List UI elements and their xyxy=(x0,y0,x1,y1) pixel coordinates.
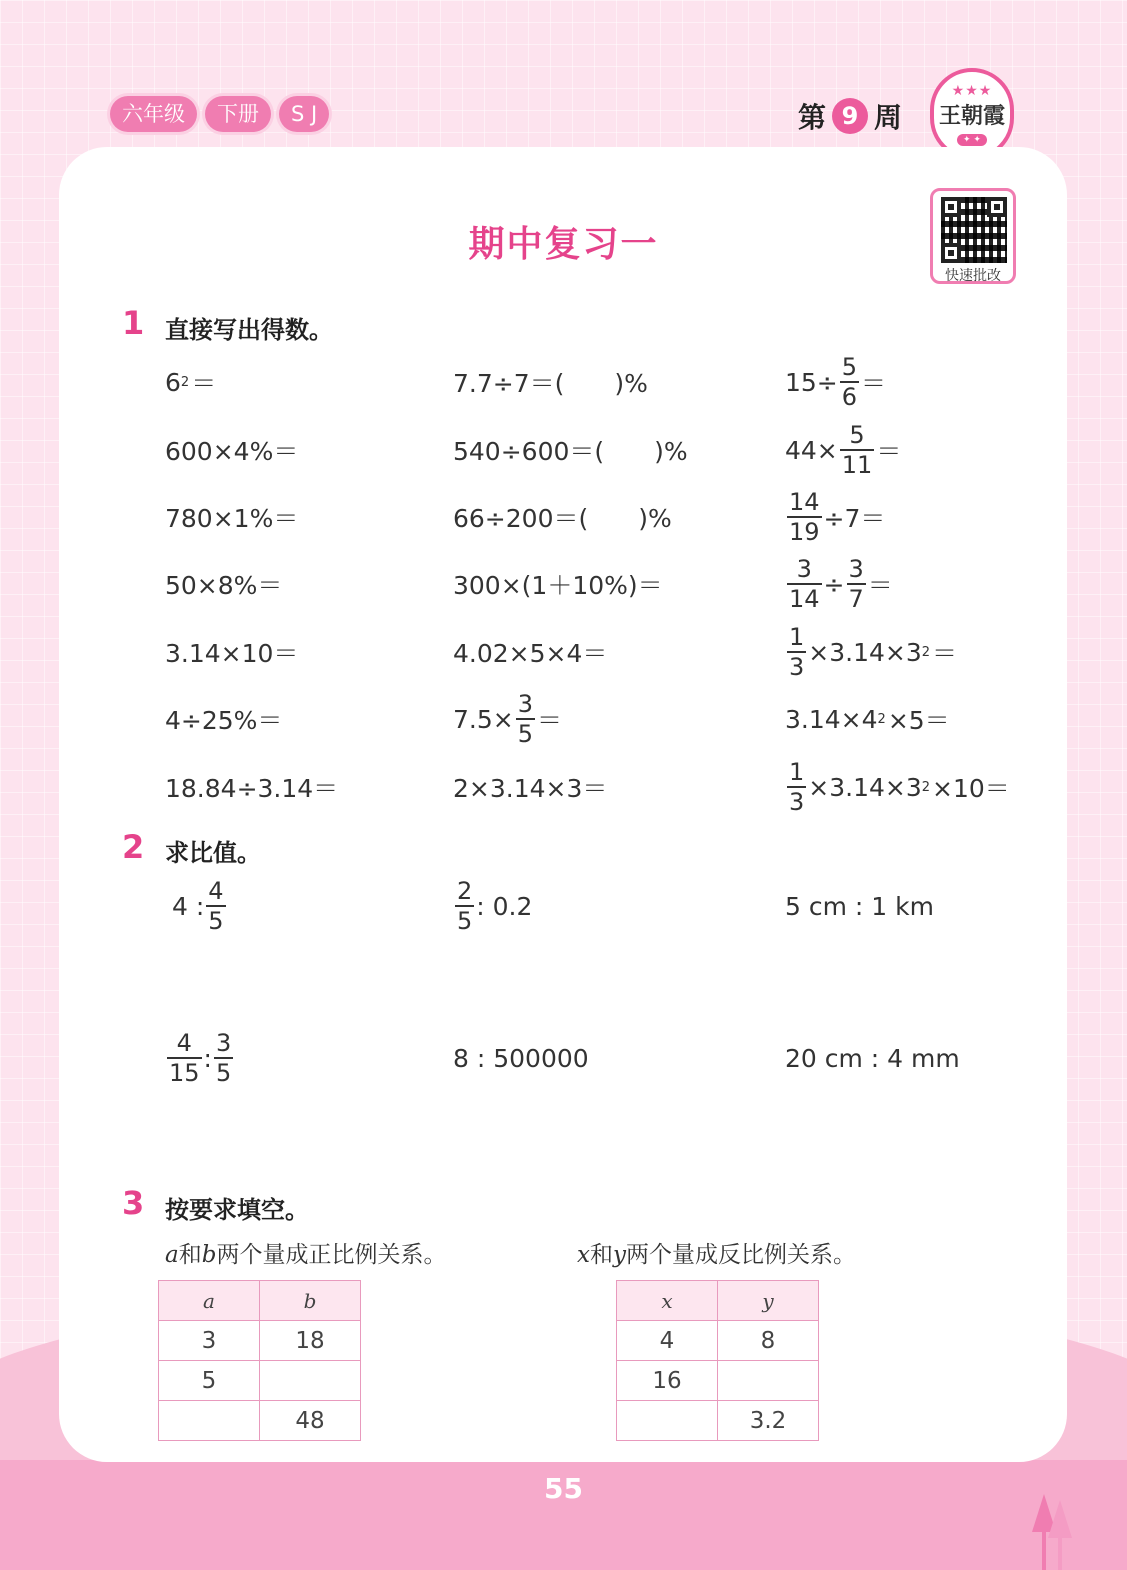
arrow-up-icon xyxy=(1048,1500,1072,1538)
denominator: 5 xyxy=(457,907,473,935)
exponent: 2 xyxy=(921,644,931,660)
table-row xyxy=(617,1401,819,1441)
exercise-text: 6 xyxy=(165,367,181,397)
denominator: 11 xyxy=(841,451,873,479)
exercise-c1-r6: 4÷25%＝ xyxy=(165,706,283,735)
exercise-c1-r7: 18.84÷3.14＝ xyxy=(165,774,339,803)
exercise-c1-r3: 780×1%＝ xyxy=(165,504,299,533)
section-2-number: 2 xyxy=(122,828,145,866)
numerator: 4 xyxy=(208,877,224,905)
table-header-row xyxy=(617,1281,819,1321)
numerator: 5 xyxy=(849,421,865,449)
ratio-item-6: 20 cm : 4 mm xyxy=(785,1043,960,1073)
fraction xyxy=(455,879,474,933)
qr-finder-icon xyxy=(987,197,1007,217)
numerator: 14 xyxy=(789,488,820,516)
exercise-text: 44× xyxy=(785,435,838,465)
exercise-c3-r6 xyxy=(785,689,950,749)
fraction xyxy=(787,625,806,679)
numerator: 3 xyxy=(848,555,864,583)
fraction xyxy=(787,490,822,544)
table-cell: 4 xyxy=(617,1321,718,1361)
exercise-c2-r6 xyxy=(453,689,562,749)
numerator: 1 xyxy=(789,758,805,786)
exercise-text: 15÷ xyxy=(785,367,838,397)
exercise-c3-r7 xyxy=(785,757,1010,817)
table-row xyxy=(159,1401,361,1441)
denominator: 7 xyxy=(848,585,864,613)
equals-sign: ＝ xyxy=(191,369,217,398)
exercise-c2-r5: 4.02×5×4＝ xyxy=(453,639,608,668)
exercise-text: ÷7＝ xyxy=(823,504,886,533)
exercise-text: 3.14×4 xyxy=(785,704,878,734)
crown-icon: ★★★ xyxy=(951,82,993,99)
equals-sign: ＝ xyxy=(876,437,902,466)
section-3-number: 3 xyxy=(122,1184,145,1222)
numerator: 3 xyxy=(796,555,812,583)
exercise-c2-r4: 300×(1＋10%)＝ xyxy=(453,571,663,600)
fraction xyxy=(840,355,859,409)
exponent: 2 xyxy=(180,374,190,390)
table-row xyxy=(617,1361,819,1401)
exercise-c1-r1 xyxy=(165,352,216,412)
seal-ribbon: ✦ ✦ xyxy=(957,134,987,146)
table-header: y xyxy=(718,1281,819,1321)
direct-proportion-note xyxy=(165,1236,446,1269)
ratio-item-3: 5 cm : 1 km xyxy=(785,891,934,921)
table-cell: 3 xyxy=(159,1321,260,1361)
exercise-c3-r3 xyxy=(785,487,885,547)
exercise-c3-r5 xyxy=(785,622,957,682)
table-cell-blank[interactable] xyxy=(159,1401,260,1441)
qr-finder-icon xyxy=(941,197,961,217)
equals-sign: ＝ xyxy=(867,571,893,600)
table-cell: 18 xyxy=(260,1321,361,1361)
denominator: 3 xyxy=(789,788,805,816)
denominator: 14 xyxy=(789,585,820,613)
qr-finder-icon xyxy=(941,243,961,263)
denominator: 6 xyxy=(841,383,858,411)
exercise-c2-r2: 540÷600＝( )% xyxy=(453,437,688,466)
exercise-text: ×5＝ xyxy=(887,706,950,735)
edition-tag: S J xyxy=(279,96,329,132)
ratio-item-5: 8 : 500000 xyxy=(453,1043,589,1073)
denominator: 5 xyxy=(215,1059,232,1087)
fraction xyxy=(840,423,875,477)
table-cell: 16 xyxy=(617,1361,718,1401)
denominator: 5 xyxy=(517,720,533,748)
exercise-c2-r1: 7.7÷7＝( )% xyxy=(453,369,648,398)
table-row xyxy=(159,1361,361,1401)
exponent: 2 xyxy=(877,711,886,727)
inverse-proportion-table xyxy=(616,1280,819,1441)
numerator: 5 xyxy=(841,353,858,381)
fraction xyxy=(167,1031,202,1085)
numerator: 3 xyxy=(517,690,533,718)
grade-tags xyxy=(110,96,329,132)
ratio-item-4 xyxy=(165,1028,235,1088)
seal-text: 王朝霞 xyxy=(938,102,1005,129)
table-cell: 3.2 xyxy=(718,1401,819,1441)
variable-y: y xyxy=(612,1242,626,1268)
numerator: 2 xyxy=(457,877,473,905)
note-text: 两个量成反比例关系。 xyxy=(625,1242,856,1268)
variable-x: x xyxy=(577,1242,590,1268)
table-cell-blank[interactable] xyxy=(718,1361,819,1401)
equals-sign: ＝ xyxy=(932,639,958,668)
numerator: 1 xyxy=(789,623,805,651)
section-3-heading: 按要求填空。 xyxy=(165,1196,309,1224)
arrow-stem xyxy=(1042,1530,1046,1570)
fraction xyxy=(847,557,866,611)
equals-sign: ＝ xyxy=(537,706,563,735)
ratio-item-2 xyxy=(453,876,532,936)
exercise-c3-r2 xyxy=(785,420,901,480)
denominator: 5 xyxy=(208,907,224,935)
table-cell: 48 xyxy=(260,1401,361,1441)
exercise-c2-r3: 66÷200＝( )% xyxy=(453,504,672,533)
numerator: 3 xyxy=(215,1029,232,1057)
fraction xyxy=(787,760,806,814)
page-title: 期中复习一 xyxy=(468,224,659,265)
exercise-text: 7.5× xyxy=(453,704,514,734)
fraction xyxy=(214,1031,233,1085)
ratio-text: : 0.2 xyxy=(476,891,533,921)
section-1-heading: 直接写出得数。 xyxy=(165,316,333,344)
exponent: 2 xyxy=(921,779,931,795)
denominator: 19 xyxy=(789,518,820,546)
table-header-row xyxy=(159,1281,361,1321)
variable-b: b xyxy=(201,1242,217,1268)
inverse-proportion-note xyxy=(577,1236,856,1269)
week-prefix: 第 xyxy=(798,101,827,134)
qr-label: 快速批改 xyxy=(945,268,1001,284)
ratio-item-1 xyxy=(172,876,228,936)
fraction xyxy=(787,557,822,611)
note-text: 和 xyxy=(589,1242,613,1268)
exercise-text: ×10＝ xyxy=(932,774,1010,803)
ratio-text: 4 : xyxy=(172,891,205,921)
table-cell-blank[interactable] xyxy=(617,1401,718,1441)
variable-a: a xyxy=(165,1242,179,1268)
direct-proportion-table xyxy=(158,1280,361,1441)
equals-sign: ＝ xyxy=(861,369,887,398)
table-cell: 8 xyxy=(718,1321,819,1361)
fraction xyxy=(206,879,225,933)
note-text: 和 xyxy=(178,1242,202,1268)
table-cell-blank[interactable] xyxy=(260,1361,361,1401)
operator: ÷ xyxy=(823,569,845,599)
exercise-text: ×3.14×3 xyxy=(808,637,922,667)
exercise-c1-r2: 600×4%＝ xyxy=(165,437,299,466)
section-2-heading: 求比值。 xyxy=(165,839,261,867)
exercise-text: ×3.14×3 xyxy=(808,772,922,802)
table-cell: 5 xyxy=(159,1361,260,1401)
exercise-c3-r1 xyxy=(785,352,886,412)
week-indicator xyxy=(798,96,902,136)
table-header: b xyxy=(260,1281,361,1321)
volume-tag: 下册 xyxy=(205,96,271,132)
arrow-stem xyxy=(1058,1536,1062,1570)
table-header: x xyxy=(617,1281,718,1321)
exercise-c3-r4 xyxy=(785,554,893,614)
qr-code-panel[interactable] xyxy=(930,188,1016,284)
ratio-colon: : xyxy=(203,1043,212,1073)
week-suffix: 周 xyxy=(874,101,903,134)
exercise-c2-r7: 2×3.14×3＝ xyxy=(453,774,608,803)
exercise-c1-r5: 3.14×10＝ xyxy=(165,639,299,668)
denominator: 15 xyxy=(169,1059,200,1087)
page-number: 55 xyxy=(544,1472,583,1505)
exercise-c1-r4: 50×8%＝ xyxy=(165,571,283,600)
note-text: 两个量成正比例关系。 xyxy=(216,1242,447,1268)
fraction xyxy=(516,692,535,746)
table-header: a xyxy=(159,1281,260,1321)
grade-tag: 六年级 xyxy=(110,96,197,132)
table-row xyxy=(159,1321,361,1361)
denominator: 3 xyxy=(789,653,805,681)
numerator: 4 xyxy=(176,1029,192,1057)
week-number: 9 xyxy=(832,98,868,134)
section-1-number: 1 xyxy=(122,304,145,342)
table-row xyxy=(617,1321,819,1361)
